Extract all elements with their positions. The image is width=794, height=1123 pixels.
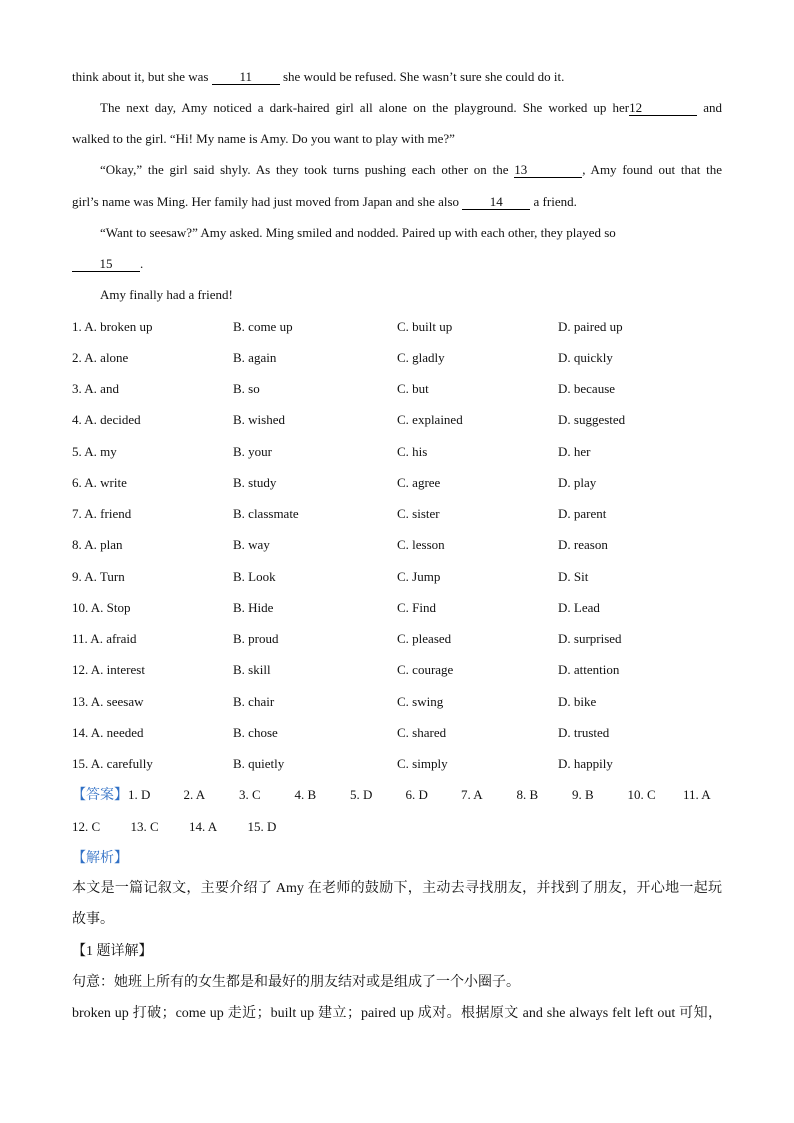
option-d: D. suggested: [558, 412, 626, 428]
answer-row: [72, 779, 722, 810]
sentence-meaning-line: [72, 967, 722, 998]
option-d: D. reason: [558, 537, 608, 553]
answer-item: 4. B: [294, 787, 317, 803]
answer-item: 9. B: [572, 787, 594, 803]
answer-item: 10. C: [627, 787, 656, 803]
blank-12: 12: [629, 100, 697, 116]
passage-line-4: [72, 154, 722, 185]
passage-text: “Okay,” the girl said shyly. As they took turns pushing each other on the: [100, 162, 515, 178]
sentence-meaning: 句意：她班上所有的女生都是和最好的朋友结对或是组成了一个小圈子。: [72, 974, 520, 990]
option-a: 13. A. seesaw: [72, 693, 144, 709]
passage-text: Amy finally had a friend!: [100, 287, 233, 303]
option-a: 9. A. Turn: [72, 568, 125, 584]
option-d: D. attention: [558, 662, 620, 678]
passage-line-6: [72, 217, 722, 248]
answer-item: 11. A: [683, 787, 711, 803]
answer-item: 12. C: [72, 818, 101, 834]
detail-title-line: [72, 936, 722, 967]
option-a: 3. A. and: [72, 381, 119, 396]
answer-row: [72, 811, 722, 842]
option-row: [72, 529, 722, 560]
option-a: 6. A. write: [72, 474, 127, 490]
answer-item: 8. B: [516, 787, 539, 803]
answer-item: 6. D: [405, 787, 428, 803]
passage-text: a friend.: [530, 193, 577, 209]
option-c: C. built up: [397, 318, 453, 334]
answer-item: 3. C: [239, 787, 261, 803]
option-row: [72, 654, 722, 685]
option-row: [72, 561, 722, 592]
passage-text: .: [140, 256, 144, 271]
analysis-label: 【解析】: [72, 850, 128, 866]
option-c: C. Jump: [397, 568, 441, 584]
option-row: [72, 404, 722, 435]
option-row: [72, 373, 722, 404]
passage-text: , Amy found out that the: [582, 162, 722, 178]
passage-text: walked to the girl. “Hi! My name is Amy. Do you want to play with me?”: [72, 131, 455, 146]
option-a: 4. A. decided: [72, 412, 141, 428]
blank-14: 14: [462, 194, 530, 210]
option-row: [72, 342, 722, 373]
option-b: B. way: [233, 537, 270, 553]
passage-text: “Want to seesaw?” Amy asked. Ming smiled and nodded. Paired up with each other, they played so: [100, 224, 616, 240]
option-row: [72, 436, 722, 467]
analysis-label-line: [72, 842, 722, 873]
option-b: B. study: [233, 474, 277, 490]
option-c: C. agree: [397, 474, 441, 490]
option-row: [72, 467, 722, 498]
option-row: [72, 686, 722, 717]
passage-line-5: [72, 186, 722, 217]
option-b: B. again: [233, 349, 277, 365]
option-c: C. but: [397, 381, 429, 396]
option-c: C. courage: [397, 662, 454, 678]
option-d: D. paired up: [558, 318, 623, 334]
option-row: [72, 717, 722, 748]
option-b: B. skill: [233, 662, 271, 678]
option-a: 7. A. friend: [72, 506, 132, 521]
option-b: B. Hide: [233, 599, 274, 615]
option-b: B. come up: [233, 318, 293, 334]
option-d: D. surprised: [558, 631, 622, 646]
option-b: B. your: [233, 443, 272, 459]
passage-text: and: [697, 99, 722, 115]
answer-item: 13. C: [130, 818, 159, 834]
option-a: 14. A. needed: [72, 724, 144, 740]
option-c: C. gladly: [397, 349, 445, 365]
passage-line-7: [72, 248, 722, 279]
option-a: 11. A. afraid: [72, 631, 137, 646]
option-a: 2. A. alone: [72, 349, 129, 365]
option-notes-line: [72, 998, 722, 1029]
option-d: D. her: [558, 443, 591, 459]
option-c: C. pleased: [397, 631, 452, 646]
passage-text: The next day, Amy noticed a dark-haired girl all alone on the playground. She worked up her: [100, 99, 630, 115]
option-a: 15. A. carefully: [72, 756, 153, 771]
option-b: B. Look: [233, 568, 276, 584]
analysis-summary-line-2: [72, 904, 722, 935]
answer-item: 15. D: [247, 818, 277, 834]
answer-item: 2. A: [183, 787, 206, 803]
passage-line-3: [72, 123, 722, 154]
option-c: C. simply: [397, 756, 448, 771]
passage-line-8: [72, 279, 722, 310]
option-row: [72, 592, 722, 623]
blank-15: 15: [72, 256, 140, 272]
option-a: 5. A. my: [72, 443, 117, 459]
analysis-summary-text: 故事。: [72, 912, 114, 928]
passage-line-2: [72, 92, 722, 123]
option-row: [72, 748, 722, 779]
answer-item: 1. D: [128, 787, 151, 803]
option-c: C. swing: [397, 693, 444, 709]
blank-13: 13: [514, 162, 582, 178]
option-d: D. trusted: [558, 724, 610, 740]
passage-line-1: [72, 61, 722, 92]
option-b: B. chose: [233, 724, 278, 740]
option-c: C. shared: [397, 724, 447, 740]
answer-item: 5. D: [350, 787, 373, 803]
option-d: D. play: [558, 474, 597, 490]
option-b: B. proud: [233, 631, 279, 646]
page-content: [72, 61, 722, 1030]
detail-title: 【1 题详解】: [72, 943, 153, 959]
options-list: [72, 311, 722, 780]
passage-text: she would be refused. She wasn’t sure she could do it.: [279, 68, 565, 84]
option-c: C. his: [397, 443, 428, 459]
answer-item: 7. A: [461, 787, 483, 803]
blank-11: 11: [212, 69, 280, 85]
option-b: B. quietly: [233, 756, 285, 771]
option-row: [72, 498, 722, 529]
option-a: 8. A. plan: [72, 537, 123, 553]
option-b: B. so: [233, 381, 260, 396]
option-b: B. wished: [233, 412, 285, 428]
answer-label: 【答案】: [72, 788, 128, 804]
answer-key: [72, 779, 722, 842]
option-d: D. happily: [558, 756, 613, 771]
option-row: [72, 623, 722, 654]
option-d: D. Sit: [558, 568, 589, 584]
option-row: [72, 311, 722, 342]
option-c: C. explained: [397, 412, 463, 428]
option-a: 10. A. Stop: [72, 599, 131, 615]
option-c: C. Find: [397, 599, 437, 615]
passage-text: girl’s name was Ming. Her family had just moved from Japan and she also: [72, 193, 463, 209]
option-d: D. Lead: [558, 599, 600, 615]
passage-text: think about it, but she was: [72, 68, 212, 84]
option-d: D. bike: [558, 693, 597, 709]
option-a: 1. A. broken up: [72, 318, 153, 334]
option-d: D. because: [558, 381, 616, 396]
option-b: B. chair: [233, 693, 275, 709]
option-b: B. classmate: [233, 506, 299, 521]
option-d: D. parent: [558, 506, 607, 521]
option-c: C. sister: [397, 506, 440, 521]
option-d: D. quickly: [558, 349, 613, 365]
analysis-summary-line-1: [72, 873, 722, 904]
answer-item: 14. A: [189, 818, 218, 834]
option-c: C. lesson: [397, 537, 445, 553]
analysis-summary-text: 本文是一篇记叙文，主要介绍了 Amy 在老师的鼓励下，主动去寻找朋友，并找到了朋友，开心地一起玩: [72, 881, 722, 896]
option-notes: broken up 打破；come up 走近；built up 建立；paired up 成对。根据原文 and she always felt left out 可知，: [72, 1006, 722, 1021]
option-a: 12. A. interest: [72, 662, 145, 678]
